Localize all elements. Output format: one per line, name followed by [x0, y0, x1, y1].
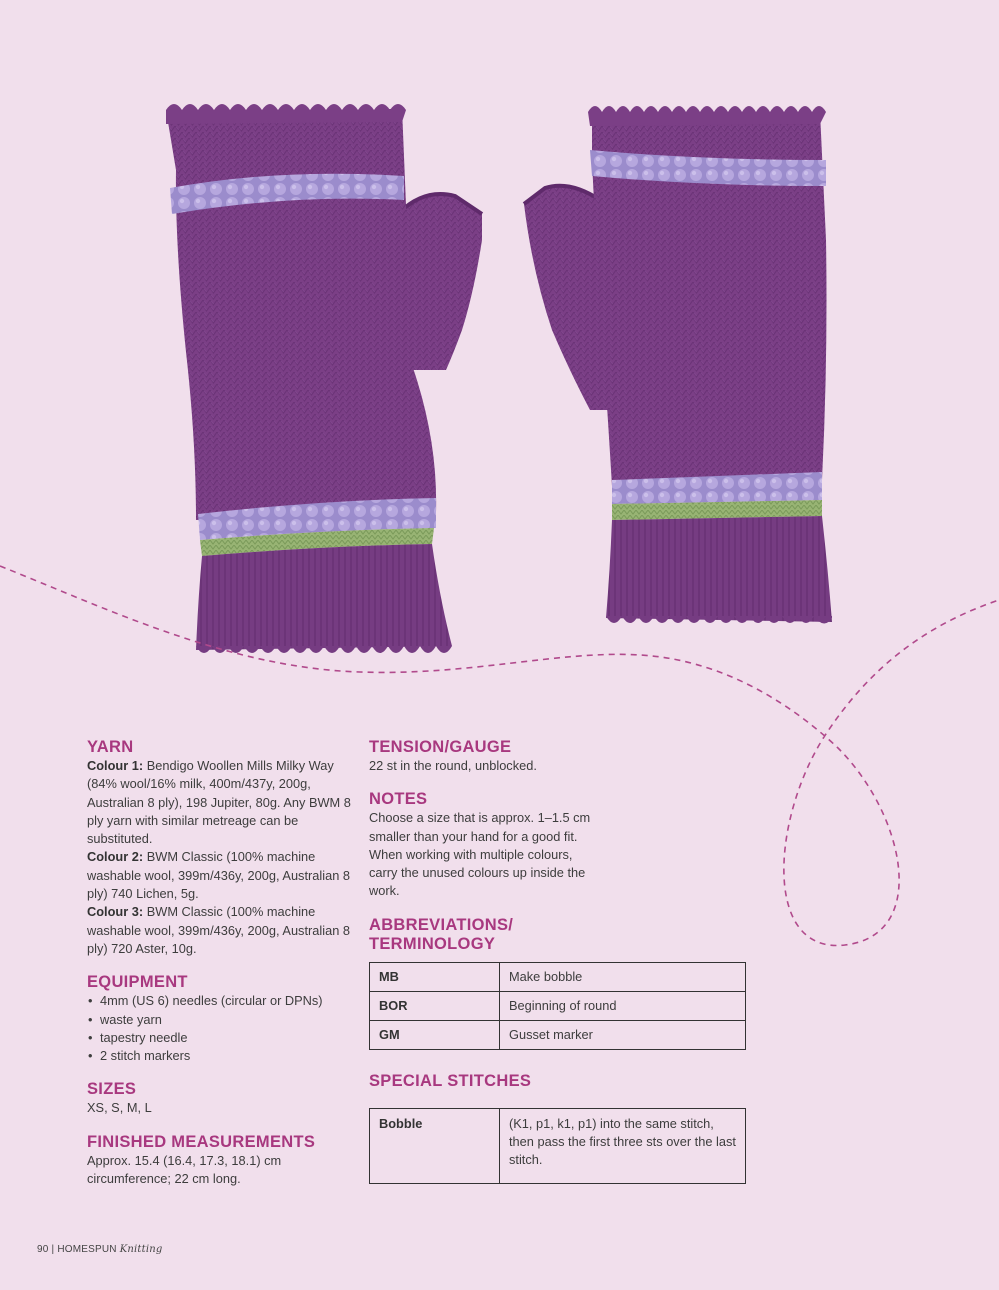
abbreviations-section [369, 916, 749, 1050]
table-row [370, 1020, 746, 1049]
tension-section [369, 738, 749, 775]
equipment-section [87, 973, 357, 1065]
abbr-cell: BOR [370, 991, 500, 1020]
yarn-colour-2-label: Colour 2: [87, 849, 144, 865]
page-footer [37, 1244, 162, 1255]
meaning-cell: Beginning of round [500, 991, 746, 1020]
equipment-item: • waste yarn [87, 1011, 357, 1029]
tension-text: 22 st in the round, unblocked. [369, 758, 537, 773]
yarn-colour-3 [87, 903, 357, 958]
stitch-name-cell: Bobble [370, 1108, 500, 1183]
stitch-desc-cell: (K1, p1, k1, p1) into the same stitch, then pass the first three sts over the last stitch. [500, 1108, 746, 1183]
notes-text: Choose a size that is approx. 1–1.5 cm smaller than your hand for a good fit. When working with multiple colours, carry the unused colours up inside the work. [369, 810, 591, 899]
yarn-heading: YARN [87, 738, 134, 756]
equipment-item: • tapestry needle [87, 1029, 357, 1047]
meaning-cell: Make bobble [500, 962, 746, 991]
yarn-colour-1 [87, 757, 357, 848]
middle-column [369, 738, 749, 1199]
finished-measurements-section [87, 1133, 357, 1189]
abbreviations-table [369, 962, 746, 1050]
left-mitt [166, 104, 482, 653]
right-mitt [524, 106, 832, 624]
finished-measurements-text: Approx. 15.4 (16.4, 17.3, 18.1) cm circumference; 22 cm long. [87, 1152, 282, 1187]
page-number: 90 [37, 1244, 49, 1255]
abbreviations-heading-line-2: TERMINOLOGY [369, 934, 496, 953]
sizes-heading: SIZES [87, 1080, 137, 1099]
yarn-colour-1-text: Bendigo Woollen Mills Milky Way (84% wool/16% milk, 400m/437y, 200g, Australian 8 ply), 198 Jupiter, 80g. Any BWM 8 ply yarn with similar metreage can be substituted. [87, 758, 351, 847]
equipment-heading: EQUIPMENT [87, 973, 188, 992]
section-name: Knitting [119, 1244, 163, 1255]
yarn-colour-3-label: Colour 3: [87, 904, 144, 920]
special-stitches-table [369, 1108, 746, 1184]
notes-section [369, 790, 594, 900]
table-row [370, 991, 746, 1020]
special-stitches-heading: SPECIAL STITCHES [369, 1071, 532, 1090]
abbr-cell: GM [370, 1020, 500, 1049]
abbreviations-heading-line-1: ABBREVIATIONS/ [369, 915, 514, 934]
abbreviations-heading [369, 916, 749, 954]
table-row [370, 962, 746, 991]
tension-heading: TENSION/GAUGE [369, 738, 512, 756]
footer-separator: | [51, 1244, 55, 1255]
meaning-cell: Gusset marker [500, 1020, 746, 1049]
finished-measurements-heading: FINISHED MEASUREMENTS [87, 1132, 316, 1151]
sizes-section [87, 1080, 357, 1117]
yarn-colour-1-label: Colour 1: [87, 758, 144, 773]
special-stitches-section [369, 1072, 749, 1184]
yarn-colour-2-text: BWM Classic (100% machine washable wool, 399m/436y, 200g, Australian 8 ply) 740 Lichen, 5g. [87, 849, 350, 902]
notes-heading: NOTES [369, 790, 428, 809]
sizes-text: XS, S, M, L [87, 1100, 152, 1116]
yarn-colour-2 [87, 848, 357, 903]
abbr-cell: MB [370, 962, 500, 991]
publication-name: HOMESPUN [57, 1244, 117, 1255]
equipment-list [87, 992, 357, 1065]
equipment-item: • 4mm (US 6) needles (circular or DPNs) [87, 992, 357, 1010]
yarn-section [87, 738, 357, 958]
table-row [370, 1108, 746, 1183]
equipment-item: • 2 stitch markers [87, 1047, 357, 1065]
yarn-colour-3-text: BWM Classic (100% machine washable wool, 399m/436y, 200g, Australian 8 ply) 720 Aster, 10g. [87, 904, 350, 956]
left-column [87, 738, 357, 1203]
